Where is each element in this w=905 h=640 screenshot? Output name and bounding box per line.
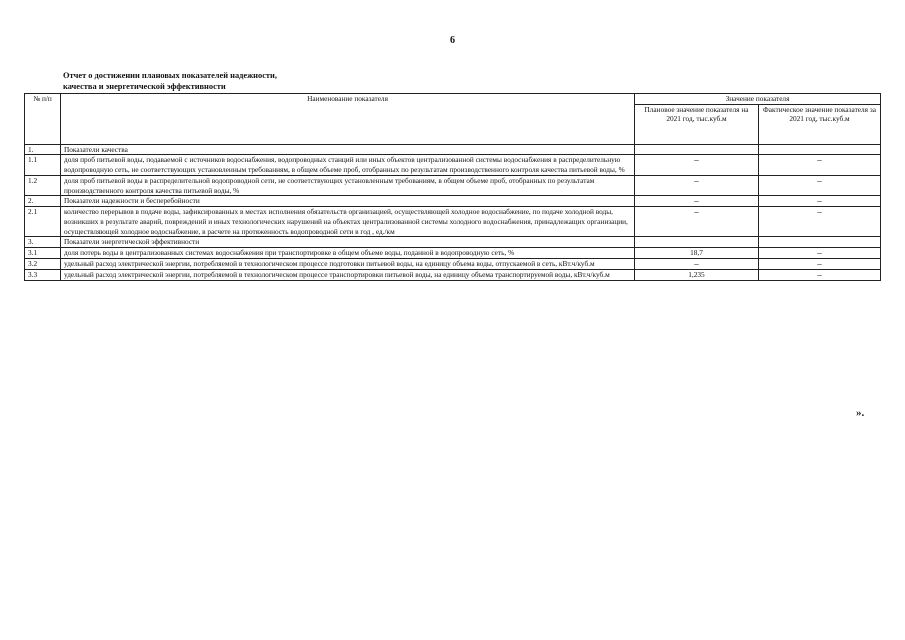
row-planned: –	[635, 259, 759, 270]
header-planned: Плановое значение показателя на 2021 год, тыс.куб.м	[635, 104, 759, 144]
header-name: Наименование показателя	[61, 94, 635, 145]
row-actual: –	[759, 259, 881, 270]
row-name: Показатели надежности и бесперебойности	[61, 196, 635, 207]
header-value-group: Значение показателя	[635, 94, 881, 105]
indicators-table	[24, 93, 881, 281]
row-planned: –	[635, 196, 759, 207]
row-num: 3.1	[25, 248, 61, 259]
row-name: количество перерывов в подаче воды, зафиксированных в местах исполнения обязательств организацией, осуществляющей холодное водоснабжение, по подаче холодной воды, возникших в результате аварий, повреждений и иных технологических нарушений на объектах централизованной системы холодного водоснабжения, принадлежащих организации, осуществляющей холодное водоснабжение, в расчете на протяженность водопроводной сети в год , ед./км	[61, 207, 635, 237]
row-actual: –	[759, 155, 881, 175]
table-row	[25, 259, 881, 270]
row-planned: –	[635, 207, 759, 237]
row-planned: –	[635, 155, 759, 175]
table-row	[25, 196, 881, 207]
row-num: 3.3	[25, 270, 61, 281]
closing-quote-mark: ».	[856, 407, 865, 419]
row-num: 2.	[25, 196, 61, 207]
row-planned: 18,7	[635, 248, 759, 259]
report-heading	[63, 70, 277, 92]
table-header-row-1	[25, 94, 881, 105]
table-row	[25, 248, 881, 259]
row-name: доля потерь воды в централизованных системах водоснабжения при транспортировке в общем объеме воды, поданной в водопроводную сеть, %	[61, 248, 635, 259]
row-name: Показатели энергетической эффективности	[61, 237, 635, 248]
row-actual: –	[759, 175, 881, 195]
row-num: 1.	[25, 144, 61, 155]
row-planned: 1,235	[635, 270, 759, 281]
row-name: удельный расход электрической энергии, потребляемой в технологическом процессе подготовки питьевой воды, на единицу объема воды, отпускаемой в сеть, кВт.ч/куб.м	[61, 259, 635, 270]
row-actual	[759, 237, 881, 248]
row-name: доля проб питьевой воды в распределительной водопроводной сети, не соответствующих установленным требованиям, в общем объеме проб, отобранных по результатам производственного контроля качества питьевой воды, %	[61, 175, 635, 195]
row-num: 3.	[25, 237, 61, 248]
header-num: № п/п	[25, 94, 61, 145]
row-planned: –	[635, 175, 759, 195]
report-heading-line-1: Отчет о достижении плановых показателей надежности,	[63, 71, 277, 80]
row-planned	[635, 144, 759, 155]
row-num: 3.2	[25, 259, 61, 270]
row-actual	[759, 144, 881, 155]
row-num: 1.2	[25, 175, 61, 195]
header-actual: Фактическое значение показателя за 2021 год, тыс.куб.м	[759, 104, 881, 144]
page-number: 6	[450, 35, 455, 46]
table-row	[25, 207, 881, 237]
table-row	[25, 155, 881, 175]
row-actual: –	[759, 196, 881, 207]
row-num: 1.1	[25, 155, 61, 175]
row-num: 2.1	[25, 207, 61, 237]
row-name: удельный расход электрической энергии, потребляемой в технологическом процессе транспортировки питьевой воды, на единицу объема транспортируемой воды, кВт.ч/куб.м	[61, 270, 635, 281]
table-row	[25, 175, 881, 195]
row-actual: –	[759, 207, 881, 237]
row-name: Показатели качества	[61, 144, 635, 155]
row-actual: –	[759, 270, 881, 281]
table-row	[25, 237, 881, 248]
table-row	[25, 270, 881, 281]
row-actual: –	[759, 248, 881, 259]
report-heading-line-2: качества и энергетической эффективности	[63, 82, 226, 91]
row-planned	[635, 237, 759, 248]
row-name: доля проб питьевой воды, подаваемой с источников водоснабжения, водопроводных станций или иных объектов централизованной системы водоснабжения в распределительную водопроводную сеть, не соответствующих установленным требованиям, в общем объеме проб, отобранных по результатам производственного контроля качества питьевой воды, %	[61, 155, 635, 175]
table-row	[25, 144, 881, 155]
